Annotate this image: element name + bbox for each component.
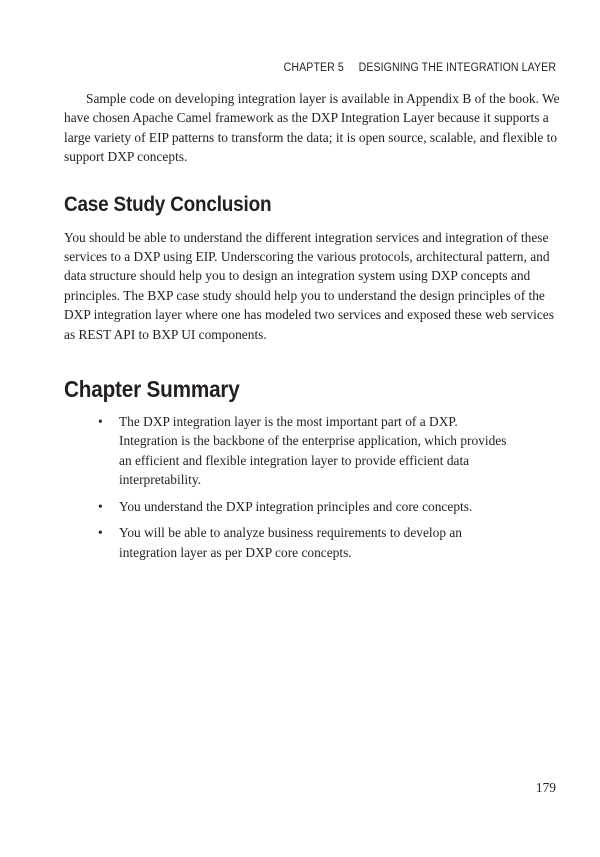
- page-content: [64, 89, 564, 569]
- intro-paragraph: Sample code on developing integration layer is available in Appendix B of the book. We have chosen Apache Camel framework as the DXP Integration Layer because it supports a large variety of EIP patterns to transform the data; it is open source, scalable, and flexible to support DXP concepts.: [64, 91, 560, 165]
- chapter-summary-heading: Chapter Summary: [64, 376, 240, 403]
- list-item: [64, 523, 509, 562]
- list-item: [64, 497, 509, 516]
- list-item: [64, 412, 509, 490]
- chapter-number: CHAPTER 5: [283, 62, 344, 74]
- list-item-text: You understand the DXP integration principles and core concepts.: [119, 498, 473, 514]
- case-study-heading: Case Study Conclusion: [64, 192, 272, 216]
- running-header: [284, 62, 556, 74]
- chapter-title: DESIGNING THE INTEGRATION LAYER: [358, 62, 556, 74]
- list-item-text: The DXP integration layer is the most important part of a DXP. Integration is the backbone of the enterprise application, which provides an efficient and flexible integration layer to provide efficient data interpretability.: [119, 414, 507, 488]
- bullet-icon: •: [98, 498, 103, 514]
- bullet-icon: •: [98, 525, 103, 541]
- list-item-text: You will be able to analyze business requirements to develop an integration layer as per DXP core concepts.: [119, 525, 462, 560]
- summary-list: [64, 412, 564, 562]
- page-number: 179: [535, 780, 556, 795]
- case-study-paragraph: You should be able to understand the different integration services and integration of these services to a DXP using EIP. Underscoring the various protocols, architectural pattern, and data structure should help you to design an integration system using DXP concepts and principles. The BXP case study should help you to understand the design principles of the DXP integration layer where one has modeled two services and exposed these web services as REST API to BXP UI components.: [64, 229, 554, 342]
- bullet-icon: •: [98, 414, 103, 430]
